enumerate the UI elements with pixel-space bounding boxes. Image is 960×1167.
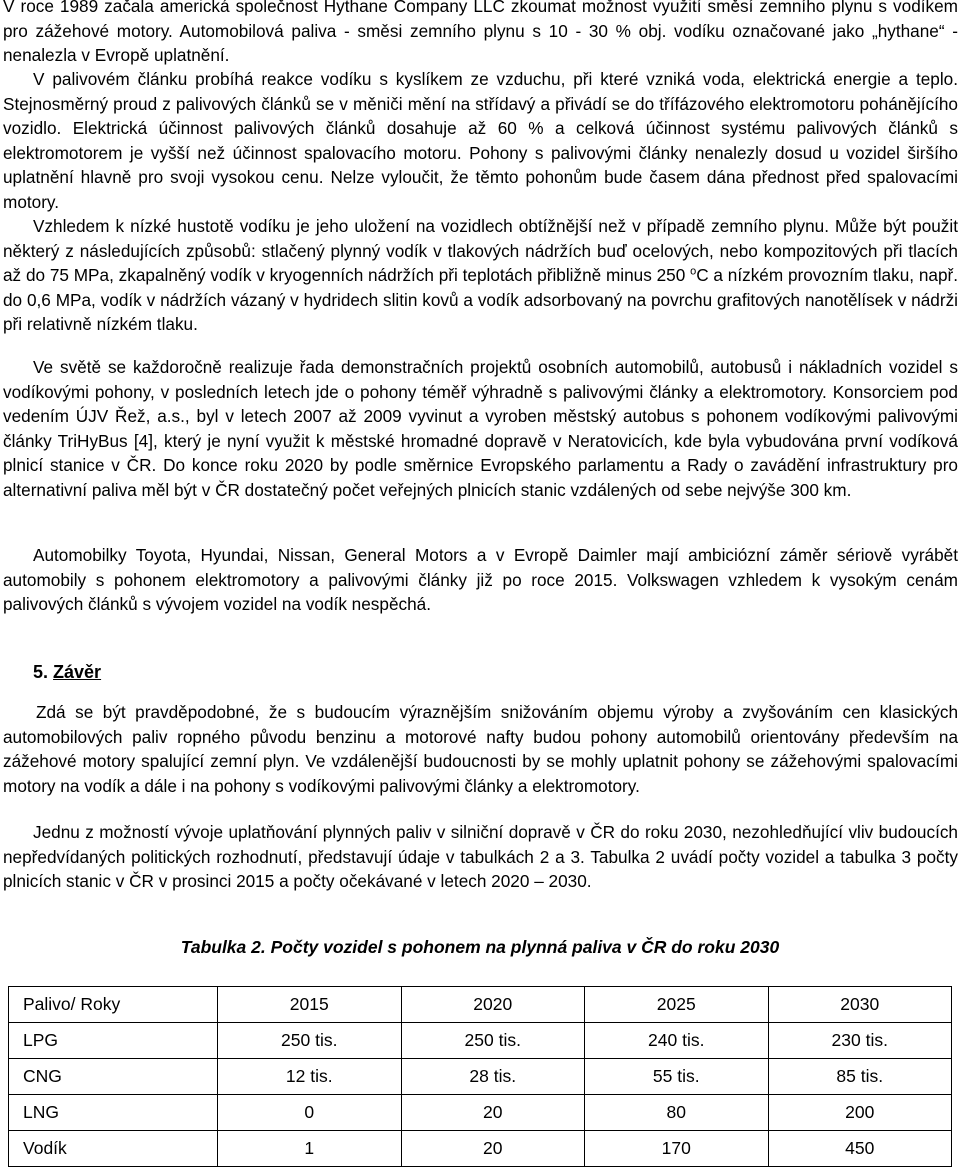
table-cell: LPG <box>9 1023 218 1059</box>
table-row <box>9 1131 952 1167</box>
table-cell: 250 tis. <box>401 1023 585 1059</box>
degree-superscript: o <box>690 265 697 278</box>
table-header-row <box>9 987 952 1023</box>
table-header-cell: 2015 <box>218 987 402 1023</box>
table-header-cell: 2025 <box>585 987 769 1023</box>
table-cell: 1 <box>218 1131 402 1167</box>
section-title: Závěr <box>53 662 102 682</box>
table-cell: 230 tis. <box>768 1023 952 1059</box>
table-cell: 28 tis. <box>401 1059 585 1095</box>
table-cell: 450 <box>768 1131 952 1167</box>
paragraph-hydrogen-storage <box>3 214 958 337</box>
table-cell: Vodík <box>9 1131 218 1167</box>
table-cell: 55 tis. <box>585 1059 769 1095</box>
table-row <box>9 1059 952 1095</box>
paragraph-tables-intro: Jednu z možností vývoje uplatňování plynných paliv v silniční dopravě v ČR do roku 2030, nezohledňující vliv budoucích nepředvídaných politických rozhodnutí, představují údaje v tabulkách 2 a 3. Tabulka 2 uvádí počty vozidel a tabulka 3 počty plnicích stanic v ČR v prosinci 2015 a počty očekávané v letech 2020 – 2030. <box>3 822 958 891</box>
table-header-cell: 2030 <box>768 987 952 1023</box>
section-number: 5. <box>33 662 49 682</box>
paragraph-demonstration-projects: Ve světě se každoročně realizuje řada demonstračních projektů osobních automobilů, autobusů i nákladních vozidel s vodíkovými pohony, v posledních letech jde o pohony téměř výhradně s palivovými články a elektromotory. Konsorciem pod vedením ÚJV Řež, a.s., byl v letech 2007 až 2009 vyvinut a vyroben městský autobus s pohonem vodíkovými palivovými články TriHyBus [4], který je nyní využit k městské hromadné dopravě v Neratovicích, kde byla vybudována první vodíková plnicí stanice v ČR. Do konce roku 2020 by podle směrnice Evropského parlamentu a Rady o zavádění infrastruktury pro alternativní paliva měl být v ČR dostatečný počet veřejných plnicích stanic vzdálených od sebe nejvýše 300 km. <box>3 357 958 500</box>
section-heading <box>33 662 101 683</box>
table-caption: Tabulka 2. Počty vozidel s pohonem na plynná paliva v ČR do roku 2030 <box>180 937 780 957</box>
paragraph-automakers: Automobilky Toyota, Hyundai, Nissan, General Motors a v Evropě Daimler mají ambiciózní záměr sériově vyrábět automobily s pohonem elektromotory a palivovými články již po roce 2015. Volkswagen vzhledem k vysokým cenám palivových článků s vývojem vozidel na vodík nespěchá. <box>3 545 958 614</box>
table-row <box>9 1095 952 1131</box>
table-cell: 80 <box>585 1095 769 1131</box>
table-cell: 20 <box>401 1095 585 1131</box>
table-cell: 170 <box>585 1131 769 1167</box>
vehicle-count-table <box>8 986 952 1167</box>
storage-text-b: C a nízkém provozním tlaku, např. do 0,6 MPa, vodík v nádržích vázaný v hydridech slitin kovů a vodík adsorbovaný na povrchu grafitových nanotělísek v nádrži při relativně nízkém tlaku. <box>3 265 959 334</box>
table-cell: 250 tis. <box>218 1023 402 1059</box>
table-cell: 85 tis. <box>768 1059 952 1095</box>
table-header-cell: Palivo/ Roky <box>9 987 218 1023</box>
paragraph-conclusion: Zdá se být pravděpodobné, že s budoucím výraznějším snižováním objemu výroby a zvyšováním cen klasických automobilových paliv ropného původu benzinu a motorové nafty budou pohony automobilů orientovány především na zážehové motory spalující zemní plyn. Ve vzdálenější budoucnosti by se mohly uplatnit pohony se zážehovými spalovacími motory na vodík a dále i na pohony s vodíkovými palivovými články a elektromotory. <box>3 702 958 796</box>
table-cell: LNG <box>9 1095 218 1131</box>
table-cell: 20 <box>401 1131 585 1167</box>
table-cell: 0 <box>218 1095 402 1131</box>
table-cell: 200 <box>768 1095 952 1131</box>
paragraph-fuel-cell: V palivovém článku probíhá reakce vodíku s kyslíkem ze vzduchu, při které vzniká voda, elektrická energie a teplo. Stejnosměrný proud z palivových článků se v měniči mění na střídavý a přivádí se do třífázového elektromotoru pohánějícího vozidlo. Elektrická účinnost palivových článků dosahuje až 60 % a celková účinnost systému palivových článků s elektromotorem je vyšší než účinnost spalovacího motoru. Pohony s palivovými články nenalezly dosud u vozidel širšího uplatnění hlavně pro svoji vysokou cenu. Nelze vyloučit, že těmto pohonům bude časem dána přednost před spalovacími motory. <box>3 69 958 212</box>
table-cell: CNG <box>9 1059 218 1095</box>
paragraph-hythane: V roce 1989 začala americká společnost Hythane Company LLC zkoumat možnost využití směsí zemního plynu s vodíkem pro zážehové motory. Automobilová paliva - směsi zemního plynu s 10 - 30 % obj. vodíku označované jako „hythane“ - nenalezla v Evropě uplatnění. <box>3 0 958 65</box>
table-row <box>9 1023 952 1059</box>
storage-text-a: Vzhledem k nízké hustotě vodíku je jeho uložení na vozidlech obtížnější než v případě zemního plynu. Může být použit některý z následujících způsobů: stlačený plynný vodík v tlakových nádržích buď ocelových, nebo kompozitových při tlacích až do 75 MPa, zkapalněný vodík v kryogenních nádržích při teplotách přibližně minus 250 <box>3 216 958 285</box>
table-cell: 12 tis. <box>218 1059 402 1095</box>
table-cell: 240 tis. <box>585 1023 769 1059</box>
table-header-cell: 2020 <box>401 987 585 1023</box>
